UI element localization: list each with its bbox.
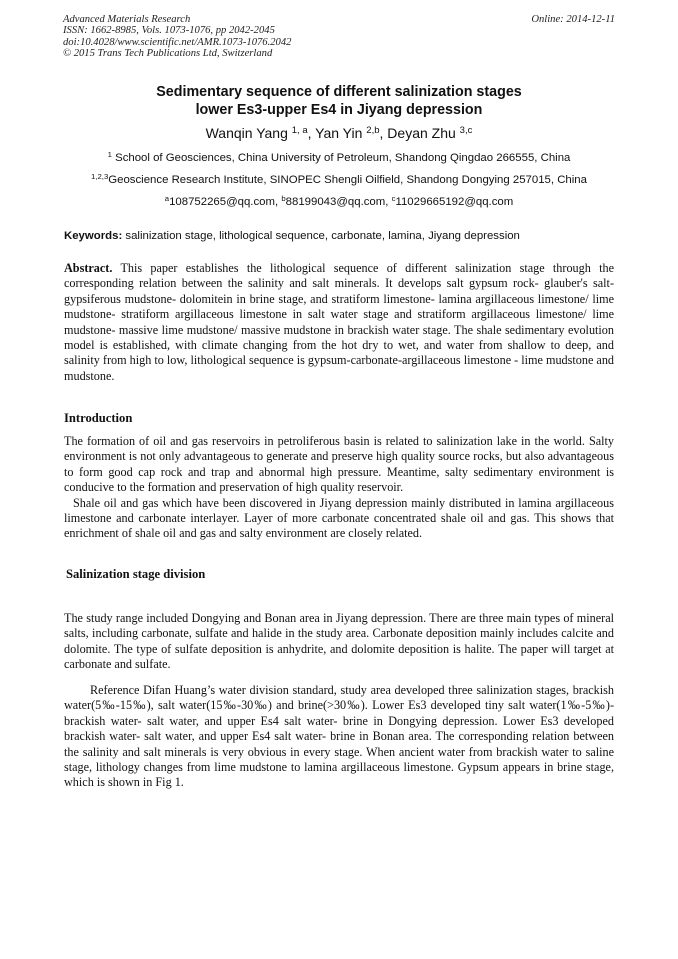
keywords <box>64 229 520 243</box>
author-name: Yan Yin <box>315 125 363 141</box>
author-affiliation-mark: 2,b <box>366 124 380 136</box>
abstract-label: Abstract. <box>64 261 113 275</box>
online-date: Online: 2014-12-11 <box>531 14 615 25</box>
abstract <box>64 261 614 384</box>
affiliation-1: $^1$ School of Geosciences, China University of Petroleum, Shandong Qingdao 266555, China <box>107 149 571 164</box>
journal-issn: ISSN: 1662-8985, Vols. 1073-1076, pp 2042-2045 <box>63 25 275 37</box>
title-line-1: Sedimentary sequence of different salinization stages <box>156 84 522 100</box>
abstract-text: This paper establishes the lithological sequence of different salinization stage through the corresponding relation between the salinity and salt minerals. It develops salt gypsum rock- glauber's salt- gypsiferous mudstone- dolomitein in brine stage, and stratiform limestone- lamina argillaceous limestone/ lime mudstone- stratiform argillaceous limestone in salt water stage and stratiform argillaceous limestone/ lime mudstone- massive lime mudstone/ massive mudstone in brackish water stage. The shale sedimentary evolution model is established, with climate changing from the hot dry to wet, and water from shallow to deep, and salinity from high to low, lithological sequence is gypsum-carbonate-argillaceous limestone - lime mudstone and mudstone. <box>64 261 615 383</box>
salinization-paragraph-2: Reference Difan Huang’s water division standard, study area developed three salinization stages, brackish water(5‰-15‰), salt water(15‰-30‰) and brine(>30‰). Lower Es3 developed tiny salt water(1‰-5‰)- brackish water- salt water, and upper Es4 salt water- brine in Dongying depression. Lower Es3 developed brackish water- salt water, and upper Es4 salt water- brine in Bonan area. The corresponding relation between the salinity and salt minerals is very obvious in every stage. When ancient water from brackish water to saline stage, lithology changes from lime mudstone to lamina argillaceous limestone. Gypsum appears in brine stage, which is shown in Fig 1. <box>64 683 614 790</box>
introduction-paragraph-1: The formation of oil and gas reservoirs in petroliferous basin is related to salinization lake in the world. Salty environment is not only advantageous to generate and preserve high quality source rocks, but also advantageous to form good cap rock and trap and abnormal high pressure. Meantime, salty sedimentary environment is conducive to the formation and preservation of high quality reservoir. <box>64 434 614 495</box>
author-affiliation-mark: 1, a <box>291 124 308 136</box>
journal-header <box>63 14 291 59</box>
journal-copyright: © 2015 Trans Tech Publications Ltd, Switzerland <box>63 47 273 59</box>
affiliation-2: $^{1,2,3}$Geoscience Research Institute, SINOPEC Shengli Oilfield, Shandong Dongying 257015, China <box>91 171 587 186</box>
introduction-body <box>64 434 614 542</box>
email-link[interactable]: 11029665192@qq.com <box>395 196 514 208</box>
author-name: Wanqin Yang <box>205 125 288 141</box>
email-link[interactable]: 88199043@qq.com <box>285 196 386 208</box>
author-affiliation-mark: 3,c <box>459 124 473 136</box>
salinization-paragraph-1: The study range included Dongying and Bonan area in Jiyang depression. There are three main types of mineral salts, including carbonate, sulfate and halide in the study area. Carbonate deposition mainly includes calcite and dolomite. The type of sulfate deposition is anhydrite, and dolomite deposition is halite. The paper will target at carbonate and sulfate. <box>64 611 614 672</box>
salinization-heading: Salinization stage division <box>66 567 206 581</box>
journal-name: Advanced Materials Research <box>63 14 191 25</box>
email-link[interactable]: 108752265@qq.com <box>169 196 275 208</box>
keywords-label: Keywords: <box>64 230 123 242</box>
journal-doi: doi:10.4028/www.scientific.net/AMR.1073-1076.2042 <box>63 36 292 48</box>
email-list: $^a$108752265@qq.com, $^b$88199043@qq.com, $^c$11029665192@qq.com <box>164 193 514 208</box>
introduction-paragraph-2: Shale oil and gas which have been discovered in Jiyang depression mainly distributed in lamina argillaceous limestone and carbonate interlayer. Layer of more carbonate concentrated shale oil and gas. This shows that enrichment of shale oil and gas and salty environment are closely related. <box>64 495 614 541</box>
author-name: Deyan Zhu <box>387 125 456 141</box>
title-line-2: lower Es3-upper Es4 in Jiyang depression <box>195 102 483 118</box>
author-list: Wanqin Yang $^{1, a}$, Yan Yin $^{2,b}$, Deyan Zhu $^{3,c}$ <box>205 124 473 141</box>
introduction-heading: Introduction <box>64 411 133 425</box>
keywords-text: salinization stage, lithological sequence, carbonate, lamina, Jiyang depression <box>125 230 520 242</box>
paper-title <box>0 83 678 119</box>
